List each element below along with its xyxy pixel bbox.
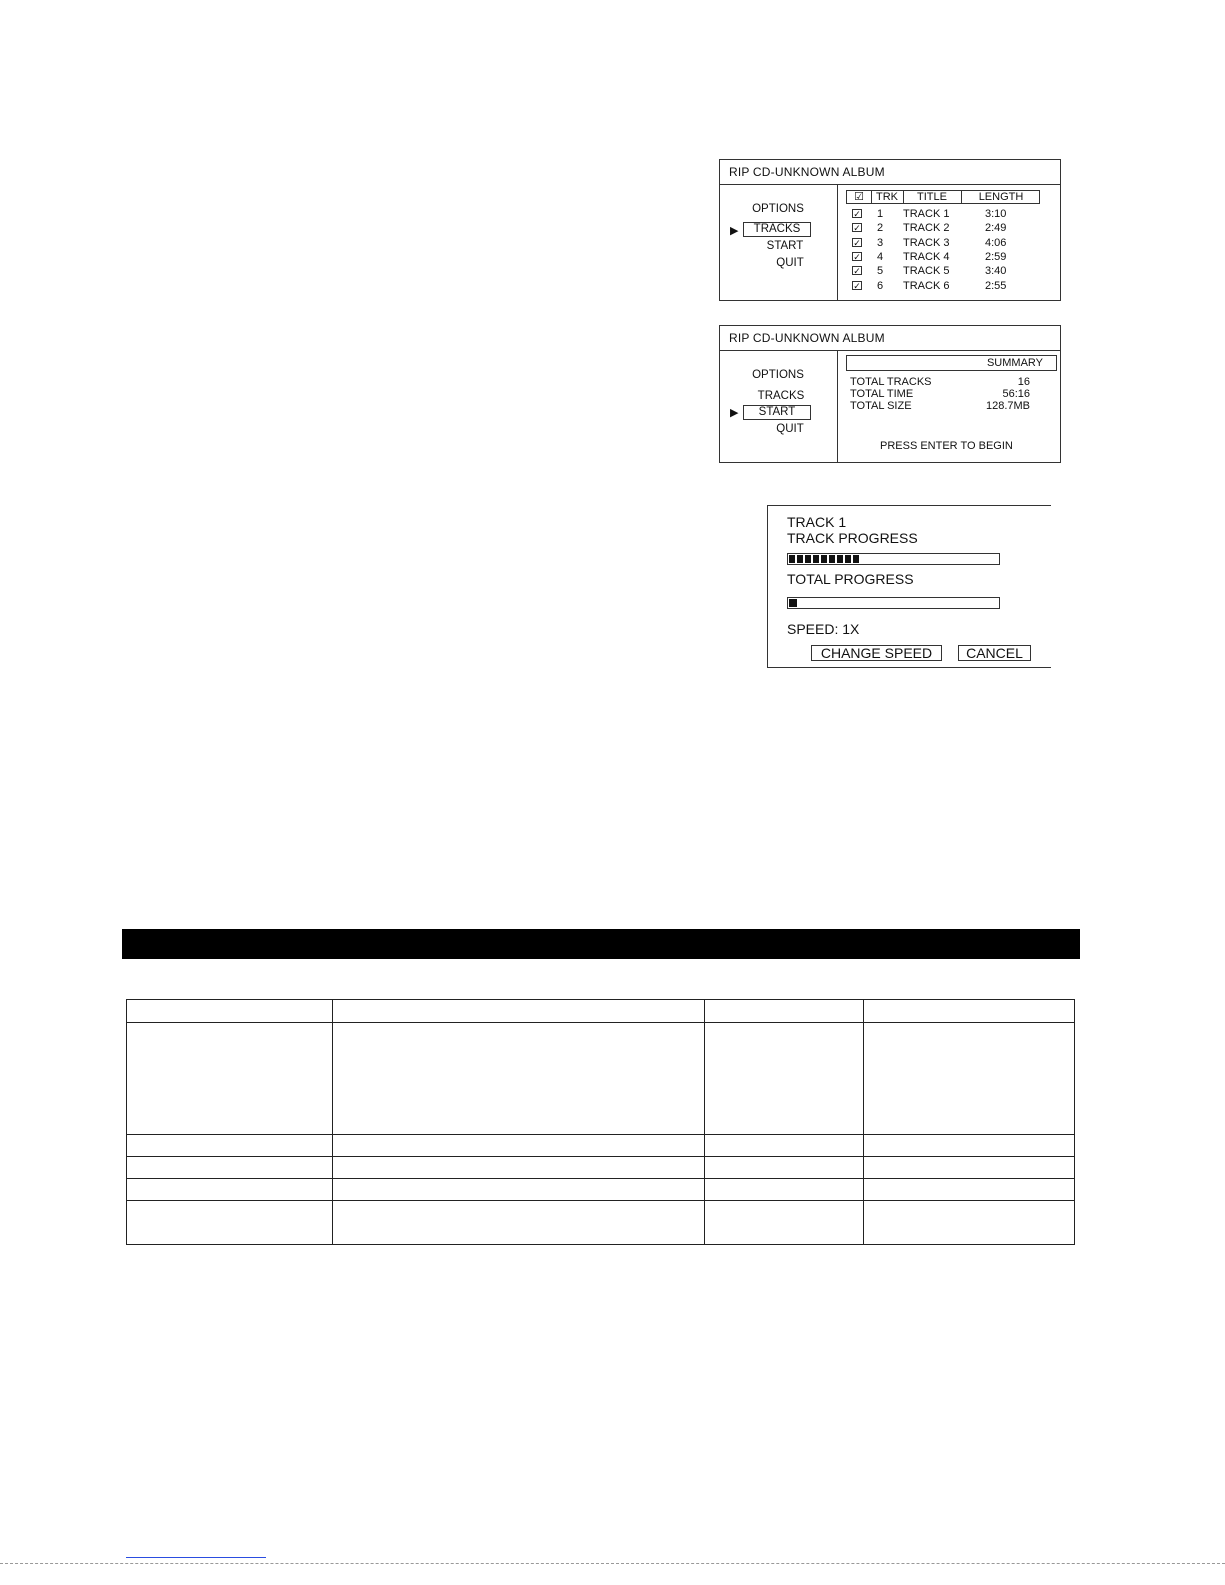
change-speed-button[interactable]: CHANGE SPEED (811, 645, 942, 661)
track-length: 2:49 (985, 222, 1007, 235)
total-tracks-value: 16 (1017, 376, 1030, 388)
track-title: TRACK 1 (903, 208, 950, 220)
summary-label: SUMMARY (986, 357, 1043, 369)
total-size-label: TOTAL SIZE (850, 400, 912, 412)
rip-cd-summary-panel (719, 325, 1061, 463)
press-enter-prompt: PRESS ENTER TO BEGIN (880, 440, 1013, 452)
checkbox-checked-icon[interactable]: ✓ (853, 251, 861, 262)
menu-item-start[interactable]: START (766, 240, 804, 252)
checkbox-checked-icon[interactable]: ✓ (853, 237, 861, 248)
table-row (127, 1179, 1075, 1201)
total-progress-fill (789, 599, 797, 607)
total-size-value: 128.7MB (985, 400, 1030, 412)
track-progress-fill (789, 555, 860, 563)
track-title: TRACK 4 (903, 250, 950, 263)
track-title: TRACK 3 (903, 236, 950, 249)
rip-menu (720, 184, 838, 300)
checkbox-checked-icon[interactable]: ✓ (853, 266, 861, 277)
track-number: 6 (877, 279, 884, 292)
track-list-header (846, 190, 1040, 204)
cancel-button[interactable]: CANCEL (958, 645, 1031, 661)
speed-readout: SPEED: 1X (787, 621, 860, 637)
table-row (127, 1023, 1075, 1135)
menu-item-tracks[interactable]: TRACKS (757, 390, 805, 402)
track-number: 5 (877, 265, 884, 278)
rip-menu (720, 350, 838, 462)
column-length: LENGTH (978, 191, 1024, 203)
menu-item-quit[interactable]: QUIT (776, 423, 804, 435)
track-number: 4 (877, 250, 884, 263)
section-heading-bar (122, 929, 1080, 959)
track-length: 3:10 (985, 208, 1007, 220)
checkbox-checked-icon[interactable]: ☑ (854, 191, 864, 203)
menu-item-options[interactable]: OPTIONS (752, 369, 804, 381)
total-progress-bar (787, 597, 1000, 609)
track-title: TRACK 5 (903, 265, 950, 278)
play-arrow-icon: ▶ (730, 225, 739, 237)
menu-item-start[interactable]: START (743, 405, 811, 420)
track-number: 2 (877, 222, 884, 235)
track-length: 2:55 (985, 279, 1007, 292)
spec-table (126, 999, 1075, 1245)
total-time-value: 56:16 (1002, 388, 1030, 400)
track-number: 1 (877, 208, 884, 220)
table-row (127, 1201, 1075, 1245)
column-title: TITLE (917, 191, 947, 203)
rip-progress-panel (767, 505, 1051, 668)
rip-cd-tracks-panel (719, 159, 1061, 301)
table-row (127, 1157, 1075, 1179)
track-title: TRACK 6 (903, 279, 950, 292)
panel-title: RIP CD-UNKNOWN ALBUM (720, 160, 1060, 185)
table-row (127, 1135, 1075, 1157)
checkbox-checked-icon[interactable]: ✓ (853, 209, 861, 219)
footer-link-underline (126, 1557, 266, 1558)
total-progress-label: TOTAL PROGRESS (787, 571, 914, 587)
menu-item-quit[interactable]: QUIT (776, 257, 804, 269)
track-progress-bar (787, 553, 1000, 565)
table-header-row (127, 1000, 1075, 1023)
current-track: TRACK 1 (787, 514, 847, 530)
menu-item-tracks[interactable]: TRACKS (743, 222, 811, 237)
track-length: 3:40 (985, 265, 1007, 278)
track-length: 2:59 (985, 250, 1007, 263)
track-number: 3 (877, 236, 884, 249)
total-tracks-label: TOTAL TRACKS (850, 376, 932, 388)
footer-divider (0, 1563, 1225, 1564)
track-length: 4:06 (985, 236, 1007, 249)
play-arrow-icon: ▶ (730, 407, 739, 419)
checkbox-checked-icon[interactable]: ✓ (853, 223, 861, 234)
track-progress-label: TRACK PROGRESS (787, 530, 918, 546)
panel-title: RIP CD-UNKNOWN ALBUM (720, 326, 1060, 351)
track-title: TRACK 2 (903, 222, 950, 235)
total-time-label: TOTAL TIME (850, 388, 914, 400)
checkbox-checked-icon[interactable]: ✓ (853, 280, 861, 291)
menu-item-options[interactable]: OPTIONS (752, 203, 804, 215)
summary-header (846, 355, 1057, 371)
column-trk: TRK (876, 191, 898, 203)
